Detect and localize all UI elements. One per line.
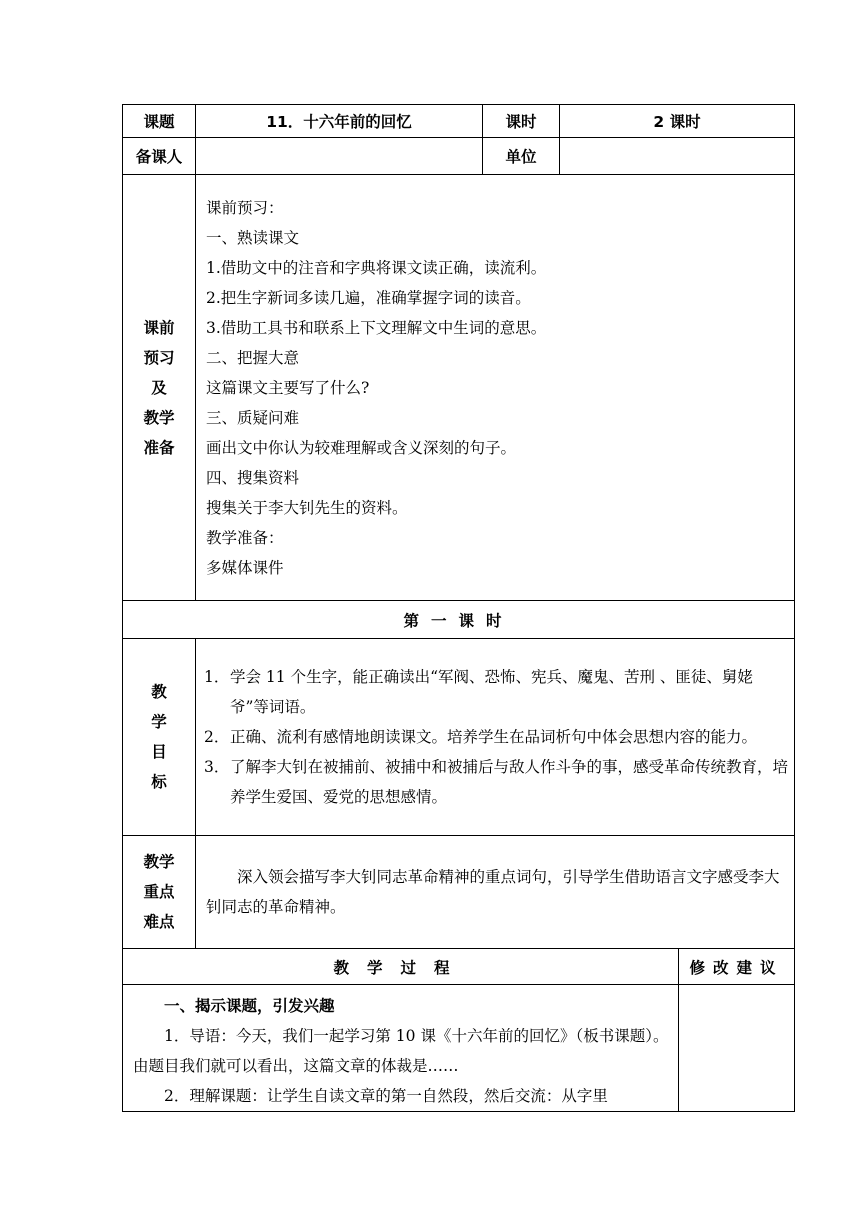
process-header: 教学过程 xyxy=(123,949,679,985)
goals-label-line: 学 xyxy=(151,713,167,731)
preview-line: 画出文中你认为较难理解或含义深刻的句子。 xyxy=(206,439,517,457)
key-points-label-line: 难点 xyxy=(143,913,175,931)
key-points-label-line: 重点 xyxy=(143,883,175,901)
preview-label-line: 准备 xyxy=(143,438,175,457)
topic-value: 11．十六年前的回忆 xyxy=(196,105,483,138)
preparer-value xyxy=(196,138,483,175)
goal-text: 正确、流利有感情地朗读课文。培养学生在品词析句中体会思想内容的能力。 xyxy=(230,728,758,746)
goals-row xyxy=(123,639,795,836)
preparer-row xyxy=(123,138,795,175)
process-heading: 一、揭示课题，引发兴趣 xyxy=(164,997,335,1015)
goal-number: 1． xyxy=(204,668,230,686)
preview-line: 搜集关于李大钊先生的资料。 xyxy=(206,499,408,517)
lesson-plan-table xyxy=(122,104,795,1112)
preview-line: 课前预习： xyxy=(206,199,284,217)
revision-header: 修改建议 xyxy=(679,949,795,985)
goal-item xyxy=(204,722,788,752)
preview-line: 2.把生字新词多读几遍，准确掌握字词的读音。 xyxy=(206,289,531,307)
key-points-text: 深入领会描写李大钊同志革命精神的重点词句，引导学生借助语言文字感受李大钊同志的革命精神。 xyxy=(196,836,795,949)
goals-label-line: 标 xyxy=(151,773,167,791)
preview-line: 三、质疑问难 xyxy=(206,409,300,427)
first-period-row xyxy=(123,601,795,639)
period-value: 2 课时 xyxy=(560,105,795,138)
preparer-label: 备课人 xyxy=(123,138,196,175)
goal-text: 了解李大钊在被捕前、被捕中和被捕后与敌人作斗争的事，感受革命传统教育，培养学生爱国、爱党的思想感情。 xyxy=(230,758,789,806)
goals-content xyxy=(196,639,795,836)
preview-line: 多媒体课件 xyxy=(206,559,284,577)
preview-line: 二、把握大意 xyxy=(206,349,300,367)
process-paragraph: 2．理解课题：让学生自读文章的第一自然段，然后交流：从字里 xyxy=(164,1087,608,1105)
preview-row xyxy=(123,175,795,601)
preview-label-line: 教学 xyxy=(143,408,175,427)
revision-content xyxy=(679,985,795,1112)
preview-content xyxy=(196,175,795,601)
preview-label-line: 课前 xyxy=(143,318,175,337)
preview-line: 这篇课文主要写了什么? xyxy=(206,379,370,397)
process-content xyxy=(123,985,679,1112)
process-body-row xyxy=(123,985,795,1112)
unit-value xyxy=(560,138,795,175)
goals-label xyxy=(123,639,196,836)
goal-number: 2． xyxy=(204,728,230,746)
key-points-label-line: 教学 xyxy=(143,853,175,871)
preview-line: 四、搜集资料 xyxy=(206,469,300,487)
unit-label: 单位 xyxy=(483,138,560,175)
goal-item xyxy=(204,752,788,812)
goals-label-line: 教 xyxy=(151,683,167,701)
topic-row xyxy=(123,105,795,138)
goal-number: 3． xyxy=(204,758,230,776)
preview-label-line: 及 xyxy=(151,378,167,397)
first-period-title: 第一课时 xyxy=(123,601,795,639)
process-paragraph: 1．导语：今天，我们一起学习第 10 课《十六年前的回忆》（板书课题）。由题目我们就可以看出，这篇文章的体裁是…… xyxy=(133,1027,669,1075)
key-points-label xyxy=(123,836,196,949)
preview-label xyxy=(123,175,196,601)
preview-line: 教学准备： xyxy=(206,529,284,547)
period-label: 课时 xyxy=(483,105,560,138)
goal-text: 学会 11 个生字，能正确读出“军阀、恐怖、宪兵、魔鬼、苦刑 、匪徒、舅姥爷”等词语。 xyxy=(230,668,753,716)
key-points-row xyxy=(123,836,795,949)
topic-label: 课题 xyxy=(123,105,196,138)
preview-line: 1.借助文中的注音和字典将课文读正确，读流利。 xyxy=(206,259,547,277)
process-header-row xyxy=(123,949,795,985)
preview-line: 一、熟读课文 xyxy=(206,229,300,247)
preview-line: 3.借助工具书和联系上下文理解文中生词的意思。 xyxy=(206,319,547,337)
preview-label-line: 预习 xyxy=(143,348,175,367)
goals-label-line: 目 xyxy=(151,743,167,761)
goal-item xyxy=(204,662,788,722)
